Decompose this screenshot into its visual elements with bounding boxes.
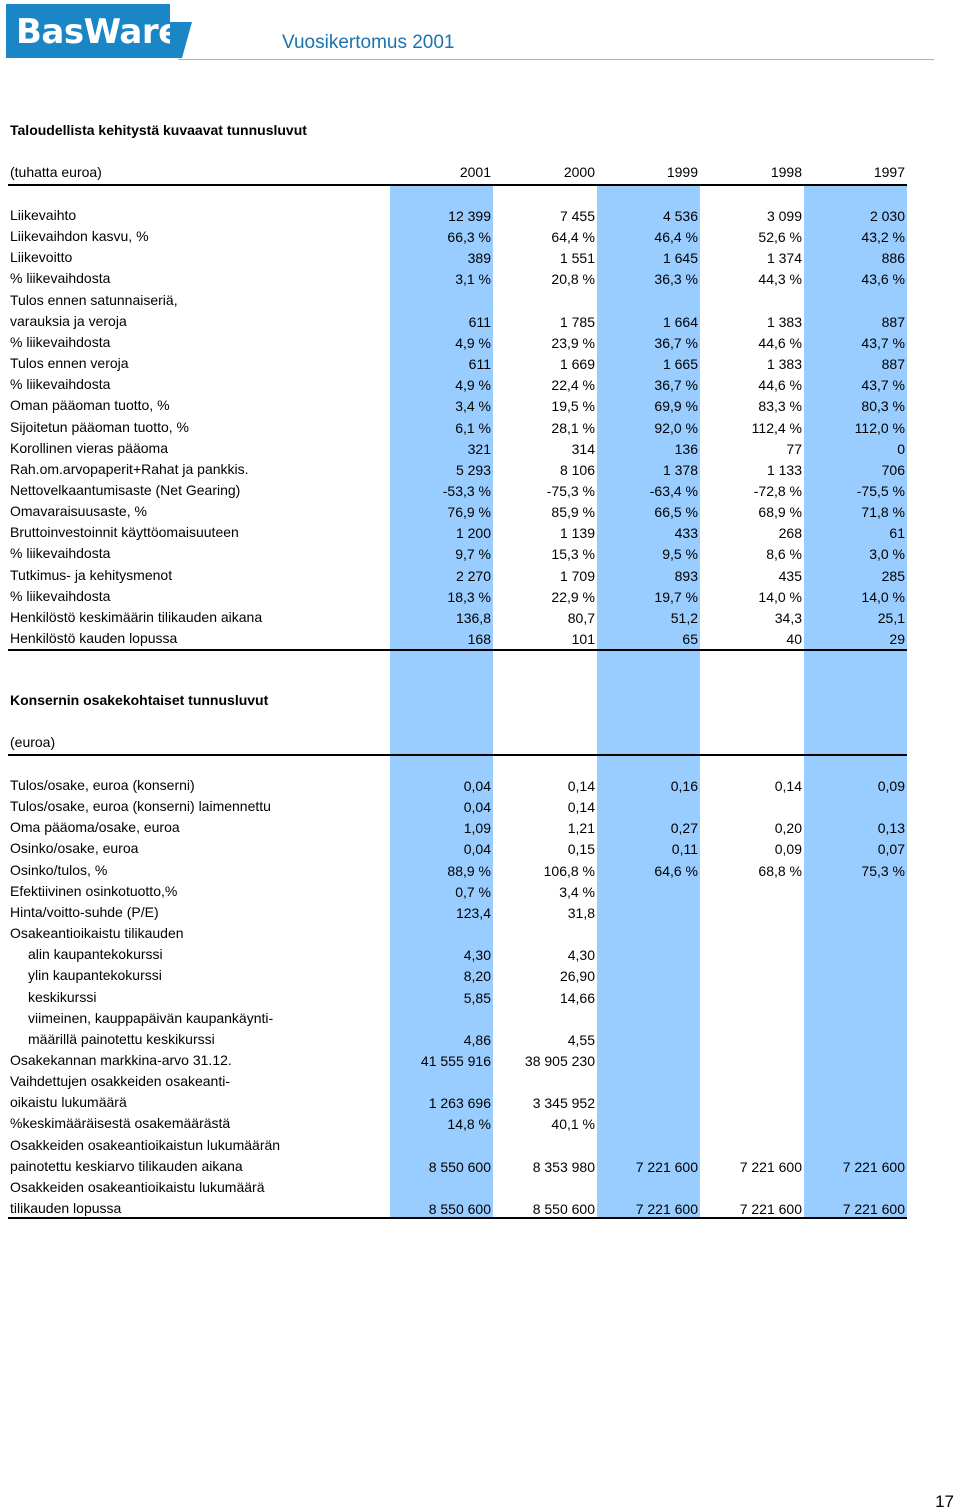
cell-value: 68,8 %	[758, 862, 802, 879]
cell-value: 29	[889, 631, 905, 647]
cell-value: 2 030	[869, 208, 905, 224]
cell-value: 7 455	[559, 208, 595, 224]
cell-value: 7 221 600	[635, 1201, 698, 1217]
cell-value: 64,4 %	[551, 229, 595, 246]
cell-value: 14,66	[559, 989, 595, 1006]
cell-value: -63,4 %	[649, 482, 698, 499]
table1-title: Taloudellista kehitystä kuvaavat tunnusluvut	[10, 122, 307, 138]
year-header: 1999	[666, 164, 698, 180]
row-label: Bruttoinvestoinnit käyttöomaisuuteen	[10, 524, 239, 541]
logo-tab-shape	[170, 22, 192, 58]
basware-logo: BasWare	[6, 4, 170, 58]
cell-value: 1 645	[662, 250, 698, 267]
cell-value: 80,7	[567, 609, 595, 626]
cell-value: 389	[467, 250, 491, 267]
cell-value: 75,3 %	[861, 862, 905, 879]
cell-value: 7 221 600	[739, 1201, 802, 1217]
cell-value: 8 106	[559, 461, 595, 478]
row-label: keskikurssi	[28, 988, 97, 1005]
cell-value: 8 550 600	[428, 1201, 491, 1217]
cell-value: 43,6 %	[861, 271, 905, 288]
cell-value: 1 664	[662, 313, 698, 330]
row-label: Tutkimus- ja kehitysmenot	[10, 566, 173, 583]
row-label: Osakekannan markkina-arvo 31.12.	[10, 1051, 232, 1068]
row-label: määrillä painotettu keskikurssi	[28, 1030, 215, 1047]
row-label: Henkilöstö keskimäärin tilikauden aikana	[10, 608, 263, 625]
cell-value: 8 550 600	[428, 1158, 491, 1175]
cell-value: 168	[467, 631, 491, 647]
cell-value: 26,90	[559, 968, 595, 985]
cell-value: 4,9 %	[455, 334, 491, 351]
cell-value: 0,20	[774, 820, 802, 837]
cell-value: 4 536	[662, 208, 698, 224]
cell-value: 136,8	[455, 609, 491, 626]
row-label: Tulos ennen satunnaiseriä,	[10, 291, 178, 308]
row-label: viimeinen, kauppapäivän kaupankäynti-	[28, 1009, 274, 1026]
cell-value: 9,7 %	[455, 546, 491, 563]
row-label: alin kaupantekokurssi	[28, 946, 163, 963]
year-header: 1997	[873, 164, 905, 180]
cell-value: 0,14	[567, 799, 595, 816]
table2-title: Konsernin osakekohtaiset tunnusluvut	[10, 692, 269, 708]
cell-value: 64,6 %	[654, 862, 698, 879]
cell-value: 0,07	[877, 841, 905, 858]
cell-value: 101	[571, 631, 595, 647]
row-label: Oman pääoman tuotto, %	[10, 397, 170, 414]
cell-value: 7 221 600	[635, 1158, 698, 1175]
cell-value: 71,8 %	[861, 504, 905, 521]
row-label: Tulos/osake, euroa (konserni)	[10, 777, 195, 793]
row-label: % liikevaihdosta	[10, 587, 111, 604]
table1-header-rule	[8, 184, 907, 186]
cell-value: 9,5 %	[662, 546, 698, 563]
cell-value: 8 353 980	[532, 1158, 595, 1175]
row-label: Osakkeiden osakeantioikaistun lukumäärän	[10, 1136, 281, 1153]
year-header: 2001	[459, 164, 491, 180]
cell-value: 3,1 %	[455, 271, 491, 288]
cell-value: 15,3 %	[551, 546, 595, 563]
cell-value: 40,1 %	[551, 1116, 595, 1133]
cell-value: 14,0 %	[861, 588, 905, 605]
cell-value: 52,6 %	[758, 229, 802, 246]
cell-value: 1 263 696	[428, 1095, 491, 1112]
year-header: 2000	[563, 164, 595, 180]
cell-value: 1 383	[766, 313, 802, 330]
row-label: Osakkeiden osakeantioikaistu lukumäärä	[10, 1178, 265, 1195]
cell-value: 1 785	[559, 313, 595, 330]
cell-value: 88,9 %	[447, 862, 491, 879]
cell-value: 44,6 %	[758, 377, 802, 394]
cell-value: 887	[881, 356, 905, 373]
cell-value: 435	[778, 567, 802, 584]
cell-value: 77	[786, 440, 802, 457]
cell-value: 6,1 %	[455, 419, 491, 436]
cell-value: 43,7 %	[861, 334, 905, 351]
cell-value: 1 374	[766, 250, 802, 267]
row-label: Liikevoitto	[10, 249, 73, 266]
cell-value: 3,0 %	[869, 546, 905, 563]
cell-value: 18,3 %	[447, 588, 491, 605]
row-label: painotettu keskiarvo tilikauden aikana	[10, 1157, 243, 1174]
cell-value: 51,2	[670, 609, 698, 626]
cell-value: 28,1 %	[551, 419, 595, 436]
cell-value: 4,9 %	[455, 377, 491, 394]
cell-value: 106,8 %	[543, 862, 595, 879]
cell-value: 1 665	[662, 356, 698, 373]
page-number: 17	[935, 1492, 954, 1511]
cell-value: -75,3 %	[546, 482, 595, 499]
cell-value: 893	[674, 567, 698, 584]
cell-value: 34,3	[774, 609, 802, 626]
cell-value: 69,9 %	[654, 398, 698, 415]
table2-bottom-rule	[8, 1217, 907, 1219]
row-label: % liikevaihdosta	[10, 333, 111, 350]
cell-value: 123,4	[455, 904, 491, 921]
row-label: Vaihdettujen osakkeiden osakeanti-	[10, 1073, 231, 1090]
cell-value: 1 709	[559, 567, 595, 584]
cell-value: 38 905 230	[524, 1052, 595, 1069]
row-label: % liikevaihdosta	[10, 270, 111, 287]
row-label: Sijoitetun pääoman tuotto, %	[10, 418, 190, 435]
cell-value: -53,3 %	[442, 482, 491, 499]
cell-value: 20,8 %	[551, 271, 595, 288]
cell-value: 14,0 %	[758, 588, 802, 605]
cell-value: 23,9 %	[551, 334, 595, 351]
cell-value: 3,4 %	[455, 398, 491, 415]
cell-value: 8 550 600	[532, 1201, 595, 1217]
cell-value: 3,4 %	[559, 883, 595, 900]
cell-value: 112,0 %	[854, 419, 905, 436]
row-label: % liikevaihdosta	[10, 376, 111, 393]
cell-value: 0,27	[670, 820, 698, 837]
cell-value: 1,09	[463, 820, 491, 837]
cell-value: 44,3 %	[758, 271, 802, 288]
cell-value: 1 133	[766, 461, 802, 478]
cell-value: 1 551	[559, 250, 595, 267]
table2-header-rule	[8, 754, 907, 756]
report-title: Vuosikertomus 2001	[282, 32, 455, 53]
row-label: Liikevaihto	[10, 207, 77, 223]
cell-value: 7 221 600	[842, 1158, 905, 1175]
row-label: Omavaraisuusaste, %	[10, 503, 147, 520]
cell-value: 43,2 %	[861, 229, 905, 246]
cell-value: 0,04	[463, 841, 491, 858]
cell-value: 0,7 %	[455, 883, 491, 900]
cell-value: 5 293	[455, 461, 491, 478]
cell-value: 0,11	[671, 841, 698, 858]
cell-value: 887	[881, 313, 905, 330]
row-label: Korollinen vieras pääoma	[10, 439, 168, 456]
cell-value: -72,8 %	[753, 482, 802, 499]
cell-value: 1 669	[559, 356, 595, 373]
cell-value: 22,4 %	[551, 377, 595, 394]
cell-value: 2 270	[455, 567, 491, 584]
cell-value: 92,0 %	[654, 419, 698, 436]
cell-value: 0,14	[774, 778, 802, 794]
row-label: ylin kaupantekokurssi	[28, 967, 162, 984]
cell-value: 3 345 952	[532, 1095, 595, 1112]
cell-value: 1 200	[455, 525, 491, 542]
cell-value: 36,7 %	[654, 377, 698, 394]
cell-value: 41 555 916	[420, 1052, 491, 1069]
header-divider	[178, 59, 934, 60]
cell-value: 5,85	[463, 989, 491, 1006]
cell-value: 40	[786, 631, 802, 647]
cell-value: -75,5 %	[856, 482, 905, 499]
cell-value: 8,6 %	[766, 546, 802, 563]
cell-value: 0,16	[670, 778, 698, 794]
row-label: Nettovelkaantumisaste (Net Gearing)	[10, 481, 241, 498]
cell-value: 76,9 %	[447, 504, 491, 521]
cell-value: 14,8 %	[447, 1116, 491, 1133]
cell-value: 7 221 600	[739, 1158, 802, 1175]
row-label: Henkilöstö kauden lopussa	[10, 630, 178, 646]
cell-value: 22,9 %	[551, 588, 595, 605]
row-label: Osakeantioikaistu tilikauden	[10, 925, 184, 942]
row-label: Efektiivinen osinkotuotto,%	[10, 882, 178, 899]
cell-value: 3 099	[766, 208, 802, 224]
row-label: Liikevaihdon kasvu, %	[10, 228, 149, 245]
cell-value: 1 383	[766, 356, 802, 373]
row-label: tilikauden lopussa	[10, 1200, 122, 1216]
cell-value: 268	[778, 525, 802, 542]
row-label: Osinko/osake, euroa	[10, 840, 139, 857]
cell-value: 706	[881, 461, 905, 478]
cell-value: 83,3 %	[758, 398, 802, 415]
cell-value: 68,9 %	[758, 504, 802, 521]
cell-value: 4,86	[463, 1031, 491, 1048]
cell-value: 886	[881, 250, 905, 267]
cell-value: 0,09	[774, 841, 802, 858]
cell-value: 433	[674, 525, 698, 542]
table1-bottom-rule	[8, 649, 907, 651]
row-label: %keskimääräisestä osakemäärästä	[10, 1115, 231, 1132]
cell-value: 43,7 %	[861, 377, 905, 394]
cell-value: 4,30	[567, 947, 595, 964]
cell-value: 4,55	[567, 1031, 595, 1048]
cell-value: 136	[674, 440, 698, 457]
cell-value: 112,4 %	[751, 419, 802, 436]
cell-value: 1,21	[567, 820, 595, 837]
row-label: Oma pääoma/osake, euroa	[10, 819, 180, 836]
cell-value: 85,9 %	[551, 504, 595, 521]
cell-value: 0,13	[877, 820, 905, 837]
cell-value: 285	[881, 567, 905, 584]
cell-value: 61	[889, 525, 905, 542]
cell-value: 321	[467, 440, 491, 457]
row-label: varauksia ja veroja	[10, 312, 127, 329]
cell-value: 44,6 %	[758, 334, 802, 351]
row-label: Tulos ennen veroja	[10, 355, 129, 372]
table2-unit: (euroa)	[10, 734, 56, 750]
row-label: Hinta/voitto-suhde (P/E)	[10, 903, 159, 920]
row-label: Rah.om.arvopaperit+Rahat ja pankkis.	[10, 460, 249, 477]
year-header: 1998	[770, 164, 802, 180]
cell-value: 36,3 %	[654, 271, 698, 288]
cell-value: 1 378	[662, 461, 698, 478]
cell-value: 7 221 600	[842, 1201, 905, 1217]
cell-value: 611	[468, 313, 491, 330]
cell-value: 0	[897, 440, 905, 457]
cell-value: 12 399	[448, 208, 491, 224]
cell-value: 46,4 %	[654, 229, 698, 246]
cell-value: 19,5 %	[551, 398, 595, 415]
cell-value: 0,04	[463, 778, 491, 794]
cell-value: 66,5 %	[654, 504, 698, 521]
cell-value: 25,1	[877, 609, 905, 626]
cell-value: 1 139	[559, 525, 595, 542]
cell-value: 611	[468, 356, 491, 373]
cell-value: 36,7 %	[654, 334, 698, 351]
cell-value: 80,3 %	[861, 398, 905, 415]
row-label: Tulos/osake, euroa (konserni) laimennettu	[10, 798, 271, 815]
cell-value: 8,20	[463, 968, 491, 985]
cell-value: 314	[571, 440, 595, 457]
cell-value: 0,04	[463, 799, 491, 816]
row-label: oikaistu lukumäärä	[10, 1094, 127, 1111]
table1-unit: (tuhatta euroa)	[10, 164, 102, 180]
cell-value: 4,30	[463, 947, 491, 964]
cell-value: 66,3 %	[447, 229, 491, 246]
row-label: % liikevaihdosta	[10, 545, 111, 562]
cell-value: 0,15	[567, 841, 595, 858]
row-label: Osinko/tulos, %	[10, 861, 108, 878]
cell-value: 0,09	[877, 778, 905, 794]
cell-value: 0,14	[567, 778, 595, 794]
cell-value: 31,8	[567, 904, 595, 921]
cell-value: 19,7 %	[654, 588, 698, 605]
cell-value: 65	[682, 631, 698, 647]
